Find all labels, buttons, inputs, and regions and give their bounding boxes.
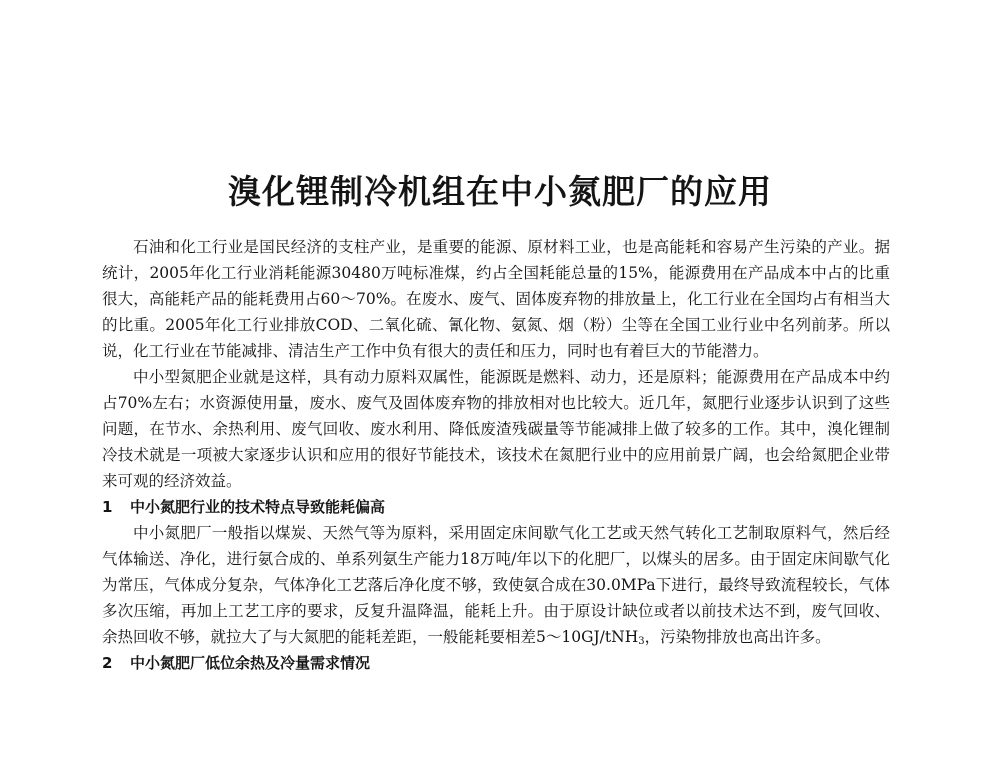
article-title: 溴化锂制冷机组在中小氮肥厂的应用 [228,172,772,211]
section-1-heading [102,494,890,520]
paragraph-section-1-main: 中小氮肥厂一般指以煤炭、天然气等为原料，采用固定床间歇气化工艺或天然气转化工艺制取原料气，然后经气体输送、净化，进行氨合成的、单系列氨生产能力18万吨/年以下的化肥厂，以煤头的居多。由于固定床间歇气化为常压，气体成分复杂，气体净化工艺落后净化度不够，致使氨合成在30.0MPa下进行，最终导致流程较长，气体多次压缩，再加上工艺工序的要求，反复升温降温，能耗上升。由于原设计缺位或者以前技术达不到，废气回收、余热回收不够，就拉大了与大氮肥的能耗差距，一般能耗要相差5～10GJ/tNH [102,524,890,646]
section-2-heading [102,650,890,676]
section-1-number: 1 [102,498,113,516]
section-2-number: 2 [102,654,113,672]
article-body [102,234,890,676]
paragraph-section-1 [102,520,890,650]
paragraph-nitrogen-enterprises: 中小型氮肥企业就是这样，具有动力原料双属性，能源既是燃料、动力，还是原料；能源费用在产品成本中约占70%左右；水资源使用量，废水、废气及固体废弃物的排放相对也比较大。近几年，氮肥行业逐步认识到了这些问题，在节水、余热利用、废气回收、废水利用、降低废渣残碳量等节能减排上做了较多的工作。其中，溴化锂制冷技术就是一项被大家逐步认识和应用的很好节能技术，该技术在氮肥行业中的应用前景广阔，也会给氮肥企业带来可观的经济效益。 [102,368,890,490]
section-1-title: 中小氮肥行业的技术特点导致能耗偏高 [130,498,386,516]
paragraph-intro: 石油和化工行业是国民经济的支柱产业，是重要的能源、原材料工业，也是高能耗和容易产生污染的产业。据统计，2005年化工行业消耗能源30480万吨标准煤，约占全国耗能总量的15%，能源费用在产品成本中占的比重很大，高能耗产品的能耗费用占60～70%。在废水、废气、固体废弃物的排放量上，化工行业在全国均占有相当大的比重。2005年化工行业排放COD、二氧化硫、氰化物、氨氮、烟（粉）尘等在全国工业行业中名列前茅。所以说，化工行业在节能减排、清洁生产工作中负有很大的责任和压力，同时也有着巨大的节能潜力。 [102,238,890,360]
paragraph-section-1-tail: ，污染物排放也高出许多。 [644,628,831,646]
formula-subscript: 3 [638,636,645,647]
section-2-title: 中小氮肥厂低位余热及冷量需求情况 [130,654,371,672]
